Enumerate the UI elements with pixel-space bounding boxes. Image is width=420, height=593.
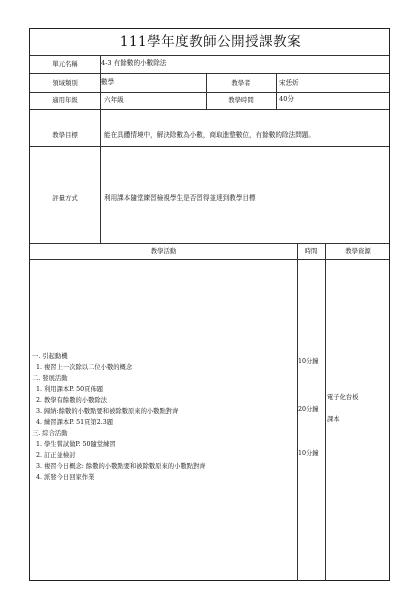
- time-cell: 20分鐘: [298, 406, 319, 413]
- activity-line: 2. 訂正並檢討: [36, 452, 76, 459]
- resources-header: 教學資源: [345, 247, 371, 255]
- rule: [30, 243, 389, 244]
- activity-line: 三. 綜合活動: [32, 430, 68, 437]
- activity-line: 二. 發展活動: [32, 375, 68, 382]
- resource-cell: 電子化台板: [327, 394, 359, 401]
- field-value: 數學: [101, 78, 115, 86]
- rule: [30, 146, 389, 147]
- rule: [30, 73, 389, 74]
- time-label: 教學時間: [228, 96, 254, 104]
- activity-line: 4. 練習課本P. 51頁第2.3題: [36, 419, 114, 426]
- page-title: 111學年度教師公開授課教案: [119, 34, 302, 50]
- grade-value: 六年級: [104, 96, 124, 104]
- unit-value: 4-3 有餘數的小數除法: [101, 59, 167, 67]
- rule: [276, 73, 277, 109]
- objective-label: 教學目標: [52, 131, 78, 139]
- unit-label: 單元名稱: [52, 60, 78, 68]
- time-cell: 10分鐘: [298, 358, 319, 365]
- grade-label: 適用年級: [52, 96, 78, 104]
- teacher-label: 教學者: [231, 79, 251, 87]
- activity-line: 1. 利用課本P. 50頁佈題: [36, 386, 104, 393]
- activity-line: 2. 教學有餘數的小數除法: [36, 397, 107, 404]
- teacher-value: 宋恁炘: [279, 79, 299, 87]
- time-cell: 10分鐘: [298, 450, 319, 457]
- activity-line: 3. 複習今日概念: 餘數的小數點要和被除數原來的小數點對齊: [36, 463, 206, 470]
- rule: [325, 243, 326, 581]
- activities-header: 教學活動: [150, 247, 177, 255]
- activity-line: 1. 學生嘗試做P. 50隨堂練習: [36, 441, 116, 448]
- activity-line: 一. 引起動機: [32, 353, 68, 360]
- activity-line: 1. 複習上一次除以二位小數的概念: [36, 364, 133, 371]
- rule: [30, 55, 389, 56]
- activity-line: 3. 歸納:餘數的小數點要和被除數原來的小數點對齊: [36, 408, 179, 415]
- field-label: 領域類別: [52, 79, 78, 87]
- objective-value: 能在具體情境中，解決除數為小數，商取進整數位，有餘數的除法問題。: [104, 131, 315, 139]
- time-value: 40分: [279, 95, 294, 103]
- activity-line: 4. 派發今日回家作業: [36, 474, 95, 481]
- lesson-plan-form: [29, 28, 390, 581]
- resource-cell: 課本: [327, 416, 340, 423]
- assessment-value: 利用課本隨堂練習檢視學生是否習得並達到教學目標: [104, 194, 256, 202]
- time-header: 時間: [304, 247, 318, 255]
- rule: [206, 73, 207, 109]
- rule: [30, 92, 389, 93]
- rule: [30, 109, 389, 110]
- rule: [30, 259, 389, 260]
- assessment-label: 評量方式: [52, 194, 78, 202]
